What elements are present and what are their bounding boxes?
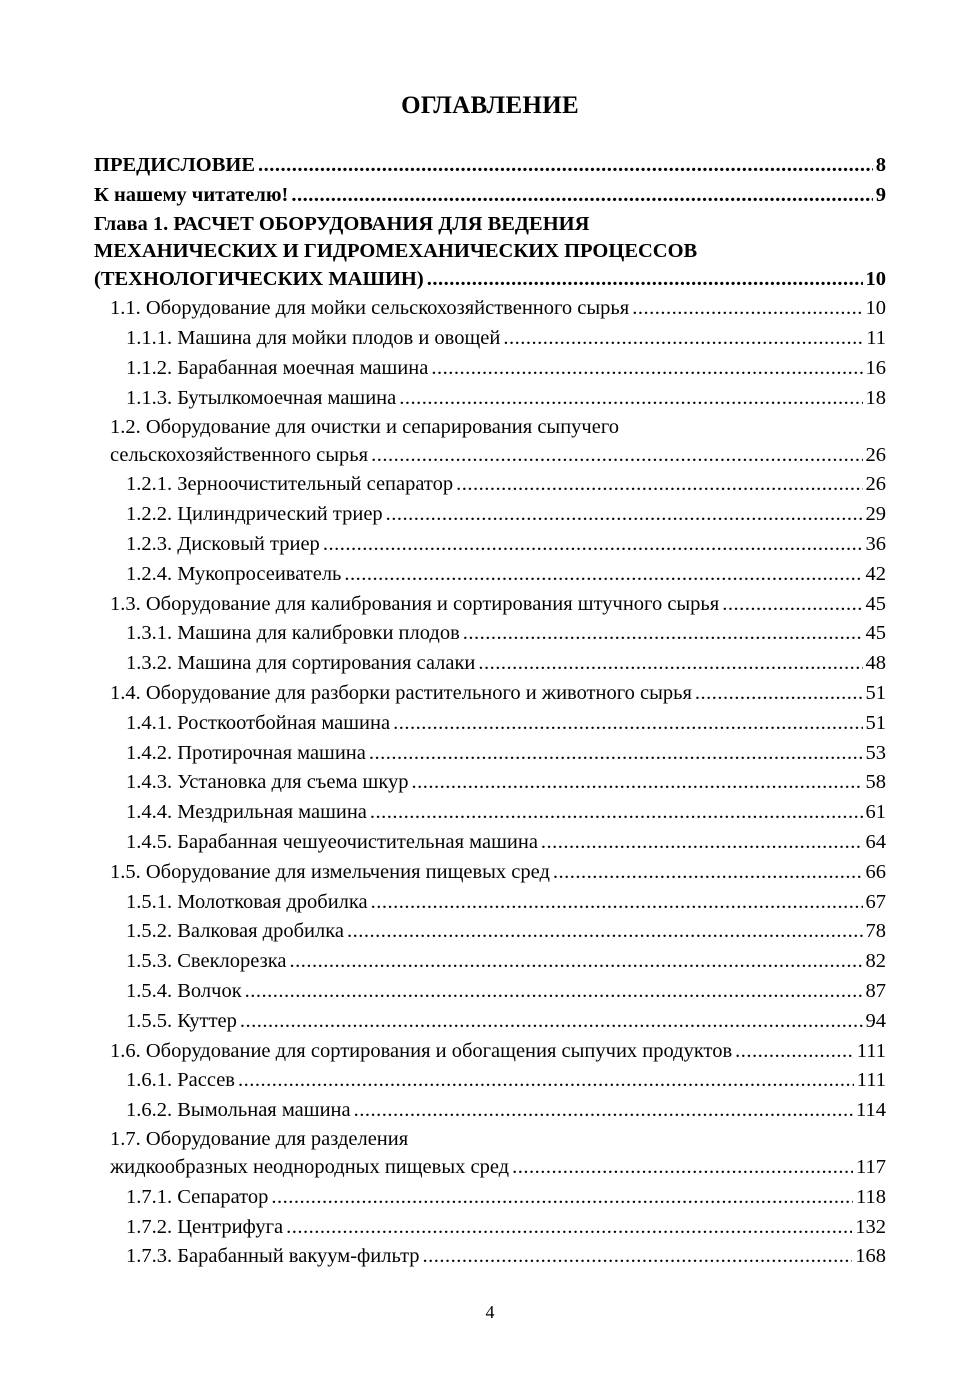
toc-entry-page: 61 [865,801,886,824]
toc-entry[interactable] [94,560,886,590]
dot-leader [245,977,863,1007]
dot-leader [369,739,863,769]
toc-entry-line [94,151,886,181]
dot-leader [456,470,862,500]
toc-entry-page: 51 [865,681,886,704]
toc-entry-page: 111 [856,1069,886,1092]
dot-leader [553,858,863,888]
toc-entry-page: 48 [865,652,886,675]
toc-entry-page: 16 [865,356,886,379]
toc-entry[interactable] [94,530,886,560]
dot-leader [735,1037,854,1067]
toc-entry-line [126,888,886,918]
toc-entry-line [126,1066,886,1096]
toc-entry[interactable] [94,768,886,798]
toc-entry-line [126,530,886,560]
toc-entry-title-line: 1.7. Оборудование для разделения [110,1127,409,1150]
toc-entry[interactable] [94,709,886,739]
toc-entry-label: 1.2.1. Зерноочистительный сепаратор [126,473,454,496]
toc-entry-label: 1.7.1. Сепаратор [126,1185,269,1208]
toc-entry-label: 1.4.3. Установка для съема шкур [126,771,409,794]
toc-entry-page: 114 [856,1099,886,1122]
dot-leader [344,560,862,590]
toc-entry[interactable] [94,294,886,324]
toc-entry-label: 1.2.2. Цилиндрический триер [126,503,383,526]
toc-entry-page: 78 [865,920,886,943]
toc-entry-line [126,1096,886,1126]
dot-leader [323,530,863,560]
toc-entry-page: 118 [856,1185,886,1208]
toc-entry-label: 1.7.3. Барабанный вакуум-фильтр [126,1245,420,1268]
toc-entry-page: 94 [865,1009,886,1032]
toc-entry-title-line: Глава 1. РАСЧЕТ ОБОРУДОВАНИЯ ДЛЯ ВЕДЕНИЯ [94,212,590,235]
dot-leader [371,441,862,471]
toc-entry-label: 1.5.5. Куттер [126,1009,237,1032]
dot-leader [371,888,863,918]
toc-entry-label: 1.5.2. Валковая дробилка [126,920,344,943]
dot-leader [291,181,872,211]
toc-entry-line [126,354,886,384]
toc-entry-page: 168 [855,1245,886,1268]
toc-entry-line [110,441,886,471]
toc-entry-label: (ТЕХНОЛОГИЧЕСКИХ МАШИН) [94,267,424,290]
dot-leader [370,798,863,828]
dot-leader [541,828,863,858]
toc-entry-label: 1.5.3. Свеклорезка [126,950,287,973]
toc-entry-label: 1.7.2. Центрифуга [126,1215,284,1238]
toc-entry-line [110,294,886,324]
toc-entry-page: 53 [865,741,886,764]
toc-entry-label: 1.2.4. Мукопросеиватель [126,562,342,585]
page-number: 4 [485,1302,495,1322]
toc-entry[interactable] [94,500,886,530]
dot-leader [238,1066,854,1096]
toc-entry-line [126,560,886,590]
dot-leader [289,947,862,977]
dot-leader [512,1153,853,1183]
toc-entry-label: 1.2.3. Дисковый триер [126,532,320,555]
toc-entry-page: 10 [865,297,886,320]
toc-entry-line [126,384,886,414]
toc-entry-line [126,1213,886,1243]
toc-entry-line [126,977,886,1007]
toc-entry[interactable] [94,649,886,679]
toc-entry-label: 1.5. Оборудование для измельчения пищевых сред [110,860,550,883]
toc-entry-page: 10 [865,267,886,290]
page-title: ОГЛАВЛЕНИЕ [401,92,579,119]
toc-entry-label: 1.6.2. Вымольная машина [126,1099,351,1122]
toc-entry-line [126,828,886,858]
toc-entry-page: 18 [865,386,886,409]
toc-entry-label: 1.4.5. Барабанная чешуеочистительная машина [126,830,538,853]
toc-entry-line [126,917,886,947]
toc-entry-page: 36 [865,532,886,555]
toc-entry-page: 132 [855,1215,886,1238]
dot-leader [240,1007,863,1037]
toc-entry[interactable] [94,1037,886,1067]
dot-leader [478,649,862,679]
toc-entry-page: 45 [865,592,886,615]
toc-entry-page: 117 [856,1155,886,1178]
dot-leader [271,1183,853,1213]
toc-entry-page: 42 [865,562,886,585]
toc-entry[interactable] [94,1183,886,1213]
toc-entry-label: 1.5.1. Молотковая дробилка [126,890,368,913]
toc-entry-line [94,181,886,211]
toc-entry[interactable] [94,324,886,354]
toc-entry-label: К нашему читателю! [94,183,289,206]
dot-leader [423,1242,853,1272]
dot-leader [258,151,873,181]
toc-entry-page: 9 [875,183,886,206]
toc-entry-line [126,500,886,530]
toc-entry-line [126,768,886,798]
toc-entry-line [126,798,886,828]
toc-entry[interactable] [94,1096,886,1126]
toc-entry-line [126,649,886,679]
toc-entry-line [110,858,886,888]
table-of-contents [94,151,886,1272]
toc-entry[interactable] [94,828,886,858]
toc-entry-label: 1.3.2. Машина для сортирования салаки [126,652,476,675]
toc-entry-line [126,324,886,354]
toc-entry[interactable] [94,151,886,181]
toc-entry-label: 1.1.2. Барабанная моечная машина [126,356,429,379]
toc-entry-label: 1.4.1. Росткоотбойная машина [126,711,391,734]
dot-leader [386,500,863,530]
toc-entry-label: 1.3.1. Машина для калибровки плодов [126,622,460,645]
dot-leader [347,917,863,947]
toc-entry[interactable] [94,1213,886,1243]
toc-entry-page: 8 [875,154,886,176]
toc-entry-label: 1.3. Оборудование для калибрования и сортирования штучного сырья [110,592,720,615]
toc-entry-label: 1.6.1. Рассев [126,1069,235,1092]
toc-entry-page: 11 [866,327,886,350]
dot-leader [722,590,862,620]
toc-entry-label: сельскохозяйственного сырья [110,443,369,466]
toc-entry-title-line: МЕХАНИЧЕСКИХ И ГИДРОМЕХАНИЧЕСКИХ ПРОЦЕССОВ [94,239,698,262]
toc-entry-page: 67 [865,890,886,913]
toc-entry-line [126,1007,886,1037]
toc-entry[interactable] [94,739,886,769]
dot-leader [463,619,863,649]
dot-leader [354,1096,853,1126]
toc-entry-label: ПРЕДИСЛОВИЕ [94,154,255,176]
dot-leader [431,354,862,384]
toc-entry[interactable] [94,947,886,977]
toc-entry[interactable] [94,798,886,828]
toc-entry-line [126,619,886,649]
toc-entry[interactable] [94,590,886,620]
toc-entry[interactable] [94,888,886,918]
toc-entry[interactable] [94,977,886,1007]
toc-entry-label: 1.1.1. Машина для мойки плодов и овощей [126,327,501,350]
toc-entry-page: 111 [856,1039,886,1062]
toc-entry-line [94,265,886,295]
toc-entry-line [126,470,886,500]
toc-entry[interactable] [94,1007,886,1037]
toc-entry-line [126,1242,886,1272]
toc-entry[interactable] [94,1242,886,1272]
toc-entry-label: жидкообразных неоднородных пищевых сред [110,1155,510,1178]
toc-entry-page: 64 [865,830,886,853]
toc-entry[interactable] [94,917,886,947]
dot-leader [412,768,863,798]
toc-entry-line [110,679,886,709]
toc-entry-label: 1.4.2. Протирочная машина [126,741,366,764]
toc-entry-label: 1.5.4. Волчок [126,979,242,1002]
toc-entry-line [110,1037,886,1067]
dot-leader [286,1213,852,1243]
toc-entry-page: 26 [865,473,886,496]
toc-entry-label: 1.1. Оборудование для мойки сельскохозяйственного сырья [110,297,630,320]
dot-leader [695,679,863,709]
toc-entry-label: 1.4.4. Мездрильная машина [126,801,367,824]
toc-entry-page: 51 [865,711,886,734]
toc-entry[interactable] [94,181,886,211]
toc-entry-label: 1.1.3. Бутылкомоечная машина [126,386,397,409]
toc-entry[interactable] [94,619,886,649]
toc-entry[interactable] [94,384,886,414]
dot-leader [427,265,863,295]
dot-leader [399,384,862,414]
toc-entry[interactable] [94,354,886,384]
toc-entry-title-line: 1.2. Оборудование для очистки и сепарирования сыпучего [110,415,619,438]
dot-leader [393,709,862,739]
toc-entry-page: 58 [865,771,886,794]
toc-entry-line [110,1153,886,1183]
toc-entry[interactable] [94,679,886,709]
toc-entry-label: 1.4. Оборудование для разборки растительного и животного сырья [110,681,692,704]
toc-entry-page: 45 [865,622,886,645]
toc-entry-page: 29 [865,503,886,526]
toc-entry-label: 1.6. Оборудование для сортирования и обогащения сыпучих продуктов [110,1039,733,1062]
toc-entry-page: 87 [865,979,886,1002]
toc-entry-line [126,947,886,977]
toc-entry-line [126,1183,886,1213]
toc-entry-line [126,739,886,769]
toc-entry-page: 26 [865,443,886,466]
toc-entry[interactable] [94,470,886,500]
toc-entry[interactable] [94,1066,886,1096]
toc-entry[interactable] [94,1126,886,1183]
dot-leader [632,294,862,324]
toc-entry[interactable] [94,858,886,888]
dot-leader [503,324,863,354]
toc-entry-page: 82 [865,950,886,973]
toc-entry-line [126,709,886,739]
toc-entry-line [110,590,886,620]
toc-entry[interactable] [94,414,886,471]
toc-entry[interactable] [94,211,886,295]
toc-entry-page: 66 [865,860,886,883]
